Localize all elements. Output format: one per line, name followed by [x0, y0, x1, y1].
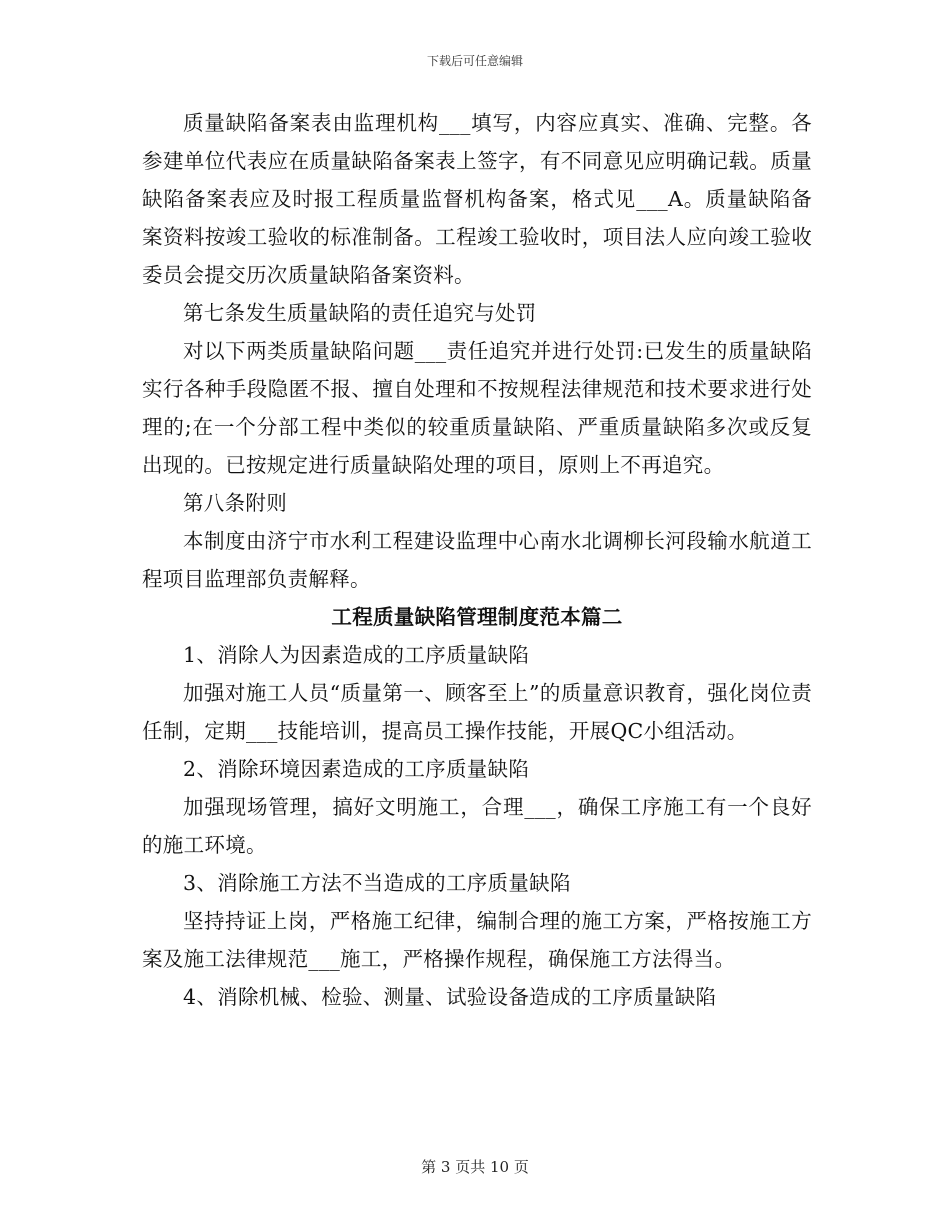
paragraph-defect-record-form: 质量缺陷备案表由监理机构___填写，内容应真实、准确、完整。各参建单位代表应在质量缺陷备案表上签字，有不同意见应明确记载。质量缺陷备案表应及时报工程质量监督机构备案，格式见___A。质量缺陷备案资料按竣工验收的标准制备。工程竣工验收时，项目法人应向竣工验收委员会提交历次质量缺陷备案资料。 — [142, 111, 812, 287]
item-3-title: 3、消除施工方法不当造成的工序质量缺陷 — [183, 871, 571, 895]
article-eight-title: 第八条附则 — [183, 491, 287, 515]
section-heading-part-two: 工程质量缺陷管理制度范本篇二 — [331, 605, 623, 629]
item-3-body: 坚持持证上岗，严格施工纪律，编制合理的施工方案，严格按施工方案及施工法律规范___施工，严格操作规程，确保施工方法得当。 — [142, 909, 812, 971]
item-1-title: 1、消除人为因素造成的工序质量缺陷 — [183, 643, 530, 667]
document-body — [142, 104, 812, 1016]
item-1-body: 加强对施工人员“质量第一、顾客至上”的质量意识教育，强化岗位责任制，定期___技能培训，提高员工操作技能，开展QC小组活动。 — [142, 681, 812, 743]
article-seven-title: 第七条发生质量缺陷的责任追究与处罚 — [183, 301, 537, 325]
item-2-body: 加强现场管理，搞好文明施工，合理___，确保工序施工有一个良好的施工环境。 — [142, 795, 812, 857]
paragraph-accountability: 对以下两类质量缺陷问题___责任追究并进行处罚:已发生的质量缺陷实行各种手段隐匿不报、擅自处理和不按规程法律规范和技术要求进行处理的;在一个分部工程中类似的较重质量缺陷、严重质量缺陷多次或反复出现的。已按规定进行质量缺陷处理的项目，原则上不再追究。 — [142, 339, 812, 477]
item-4-title: 4、消除机械、检验、测量、试验设备造成的工序质量缺陷 — [183, 985, 717, 1009]
page-header: 下载后可任意编辑 — [426, 54, 523, 68]
item-2-title: 2、消除环境因素造成的工序质量缺陷 — [183, 757, 530, 781]
paragraph-interpretation: 本制度由济宁市水利工程建设监理中心南水北调柳长河段输水航道工程项目监理部负责解释。 — [142, 529, 812, 591]
page-footer: 第 3 页共 10 页 — [421, 1158, 529, 1176]
